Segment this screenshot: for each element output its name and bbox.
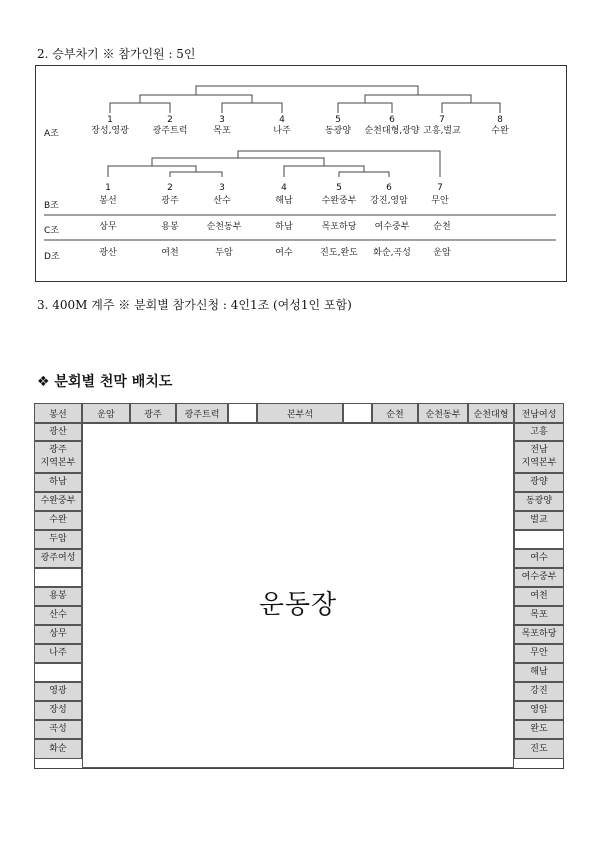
- tent-cell: 강진: [514, 682, 564, 701]
- team-number: 3: [219, 183, 225, 193]
- team-name: 무안: [431, 196, 449, 206]
- team-number: 5: [335, 115, 341, 125]
- tent-cell: 순천대형: [468, 403, 514, 423]
- team-name: 진도,완도: [320, 248, 358, 258]
- tent-cell: 수완: [34, 511, 82, 530]
- team-number: 3: [219, 115, 225, 125]
- team-name: 순천: [433, 222, 451, 232]
- group-b-label: B조: [44, 201, 59, 211]
- team-name: 두암: [215, 248, 233, 258]
- tent-cell: 목포: [514, 606, 564, 625]
- tent-cell: 곡성: [34, 720, 82, 739]
- team-name: 봉선: [99, 196, 117, 206]
- tent-cell: 운암: [82, 403, 130, 423]
- tent-cell: 용봉: [34, 587, 82, 606]
- tent-empty: [34, 568, 82, 587]
- team-name: 하남: [275, 222, 293, 232]
- tent-empty: [228, 403, 257, 423]
- team-name: 고흥,벌교: [423, 126, 461, 136]
- tent-cell: 영암: [514, 701, 564, 720]
- group-a-label: A조: [44, 129, 59, 139]
- tent-cell: 벌교: [514, 511, 564, 530]
- tent-cell: 순천동부: [418, 403, 468, 423]
- tent-cell: 여수중부: [514, 568, 564, 587]
- team-number: 2: [167, 115, 173, 125]
- team-number: 5: [336, 183, 342, 193]
- team-number: 6: [386, 183, 392, 193]
- team-number: 4: [281, 183, 287, 193]
- team-name: 수완중부: [321, 196, 357, 206]
- group-d-label: D조: [44, 252, 60, 262]
- tent-cell: 전남여성: [514, 403, 564, 423]
- team-name: 광산: [99, 248, 117, 258]
- team-name: 나주: [273, 126, 291, 136]
- team-name: 용봉: [161, 222, 179, 232]
- team-number: 1: [107, 115, 113, 125]
- tent-cell: 수완중부: [34, 492, 82, 511]
- team-number: 7: [437, 183, 443, 193]
- section3-title: 3. 400M 계주 ※ 분회별 참가신청 : 4인1조 (여성1인 포함): [37, 298, 352, 312]
- team-number: 8: [497, 115, 503, 125]
- tent-cell: 광주트럭: [176, 403, 228, 423]
- tent-cell: 두암: [34, 530, 82, 549]
- team-name: 여수: [275, 248, 293, 258]
- team-number: 1: [105, 183, 111, 193]
- tent-cell: 봉선: [34, 403, 82, 423]
- section2-title: 2. 승부차기 ※ 참가인원 : 5인: [37, 47, 196, 61]
- tent-cell: 화순: [34, 739, 82, 759]
- team-name: 해남: [275, 196, 293, 206]
- tent-cell: 상무: [34, 625, 82, 644]
- team-name: 목포: [213, 126, 231, 136]
- tent-cell: 산수: [34, 606, 82, 625]
- group-c-label: C조: [44, 226, 59, 236]
- team-name: 장성,영광: [91, 126, 129, 136]
- tent-cell: 해남: [514, 663, 564, 682]
- tent-cell: 여수: [514, 549, 564, 568]
- tent-cell: 진도: [514, 739, 564, 759]
- tent-cell: 광산: [34, 423, 82, 441]
- team-name: 동광양: [324, 126, 352, 136]
- team-number: 7: [439, 115, 445, 125]
- team-name: 강진,영암: [370, 196, 408, 206]
- team-number: 4: [279, 115, 285, 125]
- team-name: 순천동부: [206, 222, 242, 232]
- team-name: 여천: [161, 248, 179, 258]
- tent-cell: 나주: [34, 644, 82, 663]
- tent-empty: [34, 663, 82, 682]
- field: [82, 423, 514, 768]
- tent-cell: 광주 지역본부: [34, 441, 82, 473]
- team-name: 화순,곡성: [373, 248, 411, 258]
- tent-cell: 무안: [514, 644, 564, 663]
- tent-cell: 장성: [34, 701, 82, 720]
- bracket-lines: [0, 0, 595, 300]
- team-name: 상무: [99, 222, 117, 232]
- tent-cell: 순천: [372, 403, 418, 423]
- tent-cell: 전남 지역본부: [514, 441, 564, 473]
- tent-cell: 본부석: [257, 403, 343, 423]
- tent-cell: 하남: [34, 473, 82, 492]
- team-name: 순천대형,광양: [364, 126, 420, 136]
- team-name: 목포하당: [321, 222, 357, 232]
- tent-cell: 광주: [130, 403, 176, 423]
- tent-cell: 광양: [514, 473, 564, 492]
- layout-heading: ❖ 분회별 천막 배치도: [37, 374, 173, 390]
- team-name: 산수: [213, 196, 231, 206]
- team-name: 수완: [491, 126, 509, 136]
- team-name: 광주: [161, 196, 179, 206]
- team-name: 광주트럭: [152, 126, 188, 136]
- tent-cell: 영광: [34, 682, 82, 701]
- tent-cell: 동광양: [514, 492, 564, 511]
- tent-cell: 광주여성: [34, 549, 82, 568]
- tent-empty: [343, 403, 372, 423]
- team-number: 2: [167, 183, 173, 193]
- tent-cell: 완도: [514, 720, 564, 739]
- tent-empty: [514, 530, 564, 549]
- tent-cell: 고흥: [514, 423, 564, 441]
- tent-cell: 여천: [514, 587, 564, 606]
- tent-cell: 목포하당: [514, 625, 564, 644]
- field-label: 운동장: [258, 590, 338, 620]
- team-name: 운암: [433, 248, 451, 258]
- team-number: 6: [389, 115, 395, 125]
- team-name: 여수중부: [374, 222, 410, 232]
